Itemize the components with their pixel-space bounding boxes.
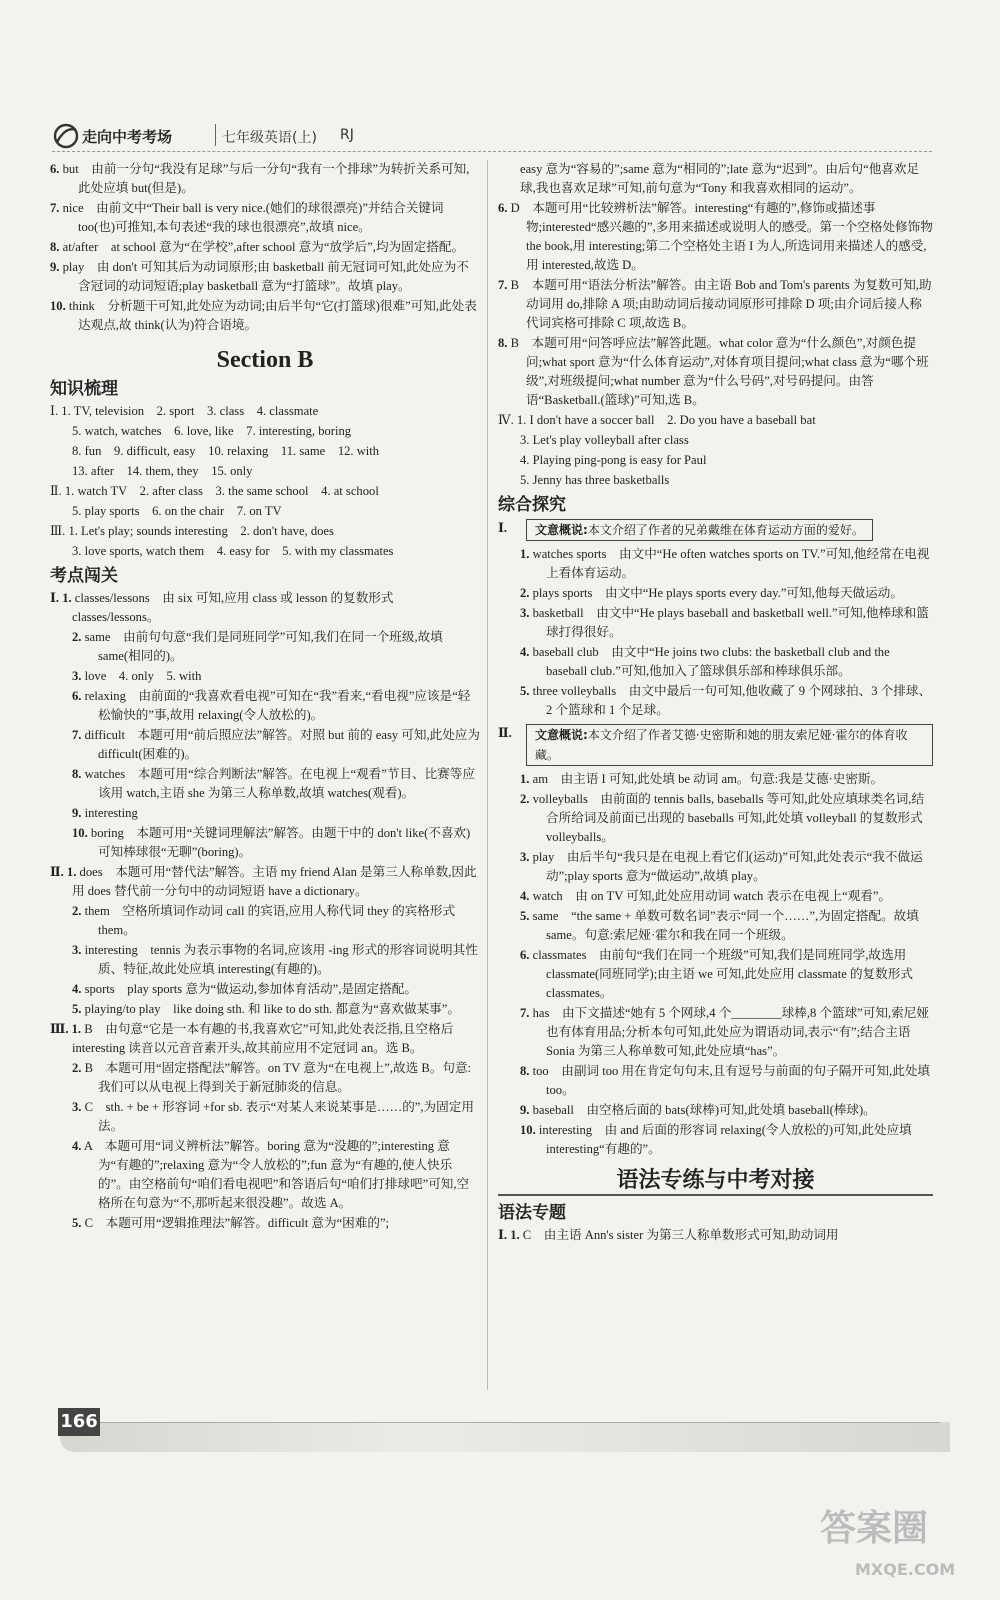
answer-line: 5. Jenny has three basketballs	[520, 473, 670, 487]
publisher-logo-icon	[52, 122, 80, 150]
answer-item: 7. difficult 本题可用“前后照应法”解答。对照 but 前的 easy 可知,此处应为 difficult(困难的)。	[72, 728, 480, 761]
answer-item: 2. same 由前句句意“我们是同班同学”可知,我们在同一个班级,故填 same(相同的)。	[72, 630, 443, 663]
answer-item: 6. but 由前一分句“我没有足球”与后一分句“我有一个排球”为转折关系可知,此处应填 but(但是)。	[50, 162, 470, 195]
answer-item: Ⅰ. 1. C 由主语 Ann's sister 为第三人称单数形式可知,助动词用	[498, 1228, 839, 1242]
summary-box: 文意概说:本文介绍了作者的兄弟戴维在体育运动方面的爱好。	[526, 519, 873, 541]
answer-item: 7. has 由下文描述“她有 5 个网球,4 个________球棒,8 个篮球”可知,索尼娅也有体育用品;分析本句可知,此处应为谓语动词,表示“有”;结合主语 Sonia 为第三人称单数可知,此处应填“has”。	[520, 1006, 929, 1058]
knowledge-line: 8. fun 9. difficult, easy 10. relaxing 11. same 12. with	[72, 444, 380, 458]
header-rule	[52, 151, 932, 152]
answer-item: 10. think 分析题干可知,此处应为动词;由后半句“它(打篮球)很难”可知,此处表达观点,故 think(认为)符合语境。	[50, 299, 477, 332]
answer-item: 4. watch 由 on TV 可知,此处应用动词 watch 表示在电视上“观看”。	[520, 889, 892, 903]
answer-item: 3. interesting tennis 为表示事物的名词,应该用 -ing 形式的形容词说明其性质、特征,故此处应填 interesting(有趣的)。	[72, 943, 478, 976]
page-header	[52, 120, 932, 154]
column-divider	[487, 160, 488, 1390]
answer-item: 8. too 由副词 too 用在肯定句句末,且有逗号与前面的句子隔开可知,此处填 too。	[520, 1064, 931, 1097]
left-column	[50, 160, 480, 1234]
knowledge-list	[50, 402, 480, 561]
answer-item: 7. nice 由前文中“Their ball is very nice.(她们的球很漂亮)”并结合关键词 too(也)可推知,本句表述“我的球也很漂亮”,故填 nice。	[50, 201, 444, 234]
answer-item: 2. B 本题可用“固定搭配法”解答。on TV 意为“在电视上”,故选 B。句意:我们可以从电视上得到关于新冠肺炎的信息。	[72, 1061, 472, 1094]
answer-item: 9. play 由 don't 可知其后为动词原形;由 basketball 前无冠词可知,此处应为不含冠词的动词短语;play basketball 意为“打篮球”。故填 play。	[50, 260, 469, 293]
answer-item: 10. interesting 由 and 后面的形容词 relaxing(令人放松的)可知,此处应填 interesting“有趣的”。	[520, 1123, 912, 1156]
knowledge-line: 13. after 14. them, they 15. only	[72, 464, 253, 478]
chapter-title: 语法专练与中考对接	[616, 1168, 815, 1193]
answer-item: 5. same “the same + 单数可数名词”表示“同一个……”,为固定搭配。故填 same。句意:索尼娅·霍尔和我在同一个班级。	[520, 909, 919, 942]
answer-item: 5. C 本题可用“逻辑推理法”解答。difficult 意为“困难的”;	[72, 1216, 390, 1230]
knowledge-line: Ⅲ. 1. Let's play; sounds interesting 2. don't have, does	[50, 524, 334, 538]
chapter-title-rule	[498, 1194, 933, 1196]
grammar-heading: 语法专题	[498, 1203, 566, 1223]
answer-item: 2. volleyballs 由前面的 tennis balls, baseballs 等可知,此处应填球类名词,结合所给词及前面已出现的 baseballs 可知,此处填 volleyball 的复数形式 volleyballs。	[520, 792, 925, 844]
summary-box: 文意概说:本文介绍了作者艾德·史密斯和她的朋友索尼娅·霍尔的体育收藏。	[526, 724, 933, 766]
comprehensive-heading: 综合探究	[498, 495, 566, 515]
header-divider	[215, 124, 216, 146]
footer-rule	[100, 1422, 940, 1423]
answer-item: 2. them 空格所填词作动词 call 的宾语,应用人称代词 they 的宾格形式 them。	[72, 904, 456, 937]
exam-points-heading: 考点闯关	[50, 566, 118, 586]
answer-item: 5. playing/to play like doing sth. 和 like to do sth. 都意为“喜欢做某事”。	[72, 1002, 460, 1016]
answer-item: 4. baseball club 由文中“He joins two clubs: the basketball club and the baseball club.”可知,他加入了篮球俱乐部和棒球俱乐部。	[520, 645, 890, 678]
answer-item: Ⅲ. 1. B 由句意“它是一本有趣的书,我喜欢它”可知,此处表泛指,且空格后 interesting 读音以元音音素开头,故其前应用不定冠词 an。选 B。	[50, 1022, 454, 1055]
roman-numeral: Ⅰ.	[498, 521, 508, 535]
exam-points-list	[50, 589, 480, 1233]
section-iv-list	[498, 411, 933, 490]
edition-label: RJ	[340, 127, 354, 143]
answer-item: 1. am 由主语 I 可知,此处填 be 动词 am。句意:我是艾德·史密斯。	[520, 772, 884, 786]
brand-name: 走向中考考场	[82, 128, 173, 146]
answer-item: 9. interesting	[72, 806, 138, 820]
answer-line: 3. Let's play volleyball after class	[520, 433, 689, 447]
knowledge-line: 5. play sports 6. on the chair 7. on TV	[72, 504, 282, 518]
answer-item: 3. C sth. + be + 形容词 +for sb. 表示“对某人来说某事是……的”,为固定用法。	[72, 1100, 474, 1133]
watermark-logo: 答案圈	[820, 1508, 929, 1549]
passage-summary	[498, 724, 933, 766]
answer-item: 8. watches 本题可用“综合判断法”解答。在电视上“观看”节目、比赛等应该用 watch,主语 she 为第三人称单数,故填 watches(观看)。	[72, 767, 475, 800]
answer-item: 5. three volleyballs 由文中最后一句可知,他收藏了 9 个网球拍、3 个排球、2 个篮球和 1 个足球。	[520, 684, 932, 717]
knowledge-line: 5. watch, watches 6. love, like 7. interesting, boring	[72, 424, 352, 438]
answer-item: 1. watches sports 由文中“He often watches sports on TV.”可知,他经常在电视上看体育运动。	[520, 547, 930, 580]
top-answer-list	[50, 160, 480, 335]
answer-line: 4. Playing ping-pong is easy for Paul	[520, 453, 707, 467]
knowledge-line: 3. love sports, watch them 4. easy for 5. with my classmates	[72, 544, 394, 558]
knowledge-line: Ⅱ. 1. watch TV 2. after class 3. the same school 4. at school	[50, 484, 379, 498]
answer-item: 6. relaxing 由前面的“我喜欢看电视”可知在“我”看来,“看电视”应该是“轻松愉快的”事,故用 relaxing(令人放松的)。	[72, 689, 471, 722]
page-number: 166	[58, 1408, 100, 1436]
roman-numeral: Ⅱ.	[498, 726, 512, 740]
watermark-url: MXQE.COM	[855, 1560, 956, 1579]
answer-item: 8. B 本题可用“问答呼应法”解答此题。what color 意为“什么颜色”,对颜色提问;what sport 意为“什么体育运动”,对体育项目提问;what class 意为“哪个班级”,对班级提问;what number 意为“什么号码”,对号码提问。由答语“Basketball.(篮球)”可知,选 B。	[498, 336, 929, 407]
answer-item: 6. D 本题可用“比较辨析法”解答。interesting“有趣的”,修饰或描述事物;interested“感兴趣的”,多用来描述或说明人的感受。第一个空格处修饰物 the book,用 interesting;第二个空格处主语 I 为人,所选词用来描述人的感受,用 interested,故选 D。	[498, 201, 933, 272]
knowledge-heading: 知识梳理	[50, 379, 118, 399]
passage-summary	[498, 519, 933, 541]
answer-line: Ⅳ. 1. I don't have a soccer ball 2. Do you have a baseball bat	[498, 413, 816, 427]
section-title: Section B	[216, 347, 314, 373]
answer-item: 4. A 本题可用“词义辨析法”解答。boring 意为“没趣的”;interesting 意为“有趣的”;relaxing 意为“令人放松的”;fun 意为“有趣的,使人快乐的”。由空格前句“咱们看电视吧”和答语后句“咱们打排球吧”可知,空格所在句意为“不,那听起来很没趣”。故选 A。	[72, 1139, 470, 1210]
answer-item: 9. baseball 由空格后面的 bats(球棒)可知,此处填 baseball(棒球)。	[520, 1103, 876, 1117]
answer-item: 3. love 4. only 5. with	[72, 669, 202, 683]
answer-item: 2. plays sports 由文中“He plays sports every day.”可知,他每天做运动。	[520, 586, 903, 600]
answer-item: 3. play 由后半句“我只是在电视上看它们(运动)”可知,此处表示“我不做运动”;play sports 意为“做运动”,故填 play。	[520, 850, 923, 883]
answer-item: Ⅱ. 1. does 本题可用“替代法”解答。主语 my friend Alan 是第三人称单数,因此用 does 替代前一分句中的动词短语 have a dictionary。	[50, 865, 477, 898]
answer-item: 4. sports play sports 意为“做运动,参加体育活动”,是固定搭配。	[72, 982, 417, 996]
answer-item: 3. basketball 由文中“He plays baseball and basketball well.”可知,他棒球和篮球打得很好。	[520, 606, 929, 639]
book-subtitle: 七年级英语(上)	[222, 130, 317, 146]
continued-text: easy 意为“容易的”;same 意为“相同的”;late 意为“迟到”。由后句“他喜欢足球,我也喜欢足球”可知,前句意为“Tony 和我喜欢相同的运动”。	[520, 162, 920, 195]
footer-band	[60, 1422, 950, 1452]
answer-item: Ⅰ. 1. classes/lessons 由 six 可知,应用 class 或 lesson 的复数形式 classes/lessons。	[50, 591, 394, 624]
answer-item: 10. boring 本题可用“关键词理解法”解答。由题干中的 don't like(不喜欢)可知棒球很“无聊”(boring)。	[72, 826, 471, 859]
answer-item: 8. at/after at school 意为“在学校”,after school 意为“放学后”,均为固定搭配。	[50, 240, 465, 254]
answer-item: 7. B 本题可用“语法分析法”解答。由主语 Bob and Tom's parents 为复数可知,助动词用 do,排除 A 项;由助动词后接动词原形可排除 D 项;由介词后接人称代词宾格可排除 C 项,故选 B。	[498, 278, 932, 330]
right-column	[498, 160, 933, 1246]
knowledge-line: Ⅰ. 1. TV, television 2. sport 3. class 4. classmate	[50, 404, 319, 418]
answer-item: 6. classmates 由前句“我们在同一个班级”可知,我们是同班同学,故选用 classmate(同班同学);由主语 we 可知,此处应用 classmate 的复数形式 classmates。	[520, 948, 913, 1000]
